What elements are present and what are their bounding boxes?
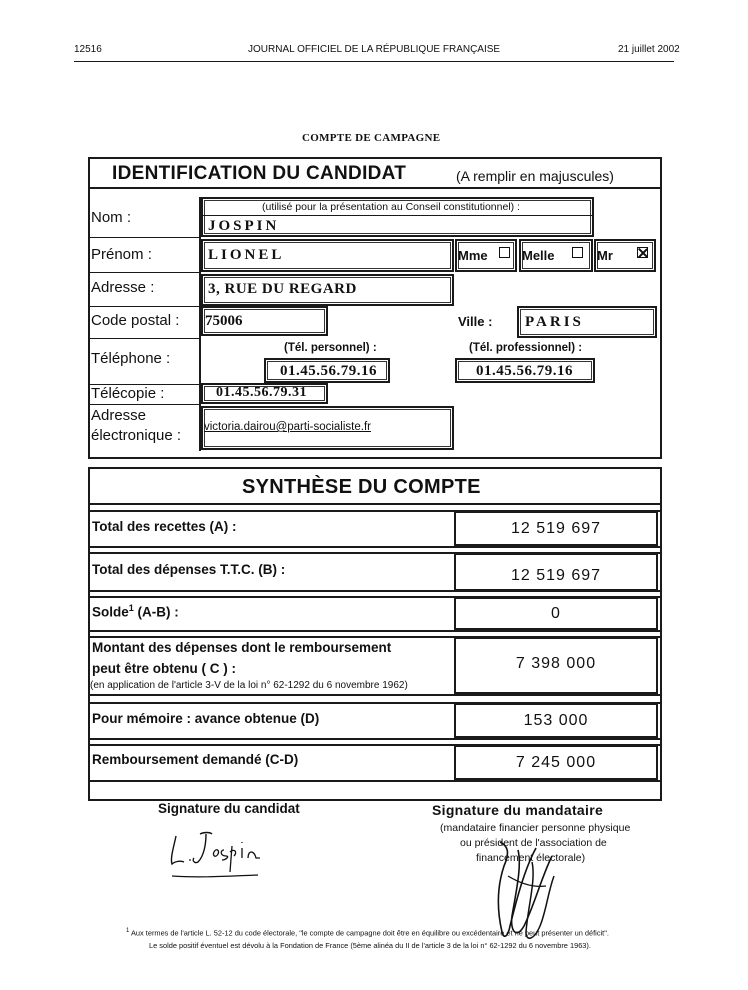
montant-legal-note: (en application de l'article 3-V de la loi n° 62-1292 du 6 novembre 1962) (90, 680, 408, 691)
email-label-line-2: électronique : (91, 427, 182, 444)
journal-title: JOURNAL OFFICIEL DE LA RÉPUBLIQUE FRANÇAISE (248, 44, 501, 55)
header-rule (74, 61, 674, 62)
civility-melle-label: Melle (522, 248, 555, 263)
journal-date: 21 juillet 2002 (618, 44, 680, 55)
depenses-label: Total des dépenses T.T.C. (B) : (92, 562, 286, 577)
mandataire-note-line-3: financement électorale) (476, 852, 586, 864)
prenom-value: LIONEL (208, 247, 285, 263)
row-2-bottom-rule (88, 590, 660, 592)
montant-label-line-1: Montant des dépenses dont le remboursement (92, 640, 392, 655)
adresse-label: Adresse : (91, 279, 155, 296)
nom-divider (201, 215, 594, 216)
synthese-title-rule (88, 503, 662, 505)
row-rule-nom (88, 237, 201, 238)
recettes-label: Total des recettes (A) : (92, 519, 237, 534)
telecopie-value: 01.45.56.79.31 (216, 385, 307, 400)
mandataire-note-line-1: (mandataire financier personne physique (440, 822, 631, 834)
nom-value: JOSPIN (208, 218, 280, 234)
remboursement-value: 7 245 000 (454, 745, 658, 780)
melle-checkbox[interactable] (572, 247, 583, 258)
form-title: COMPTE DE CAMPAGNE (302, 132, 441, 144)
solde-label-suffix: (A-B) : (133, 604, 179, 620)
nom-note: (utilisé pour la présentation au Conseil constitutionnel) : (262, 201, 520, 213)
email-value: victoria.dairou@parti-socialiste.fr (204, 421, 371, 433)
email-label-line-1: Adresse (91, 407, 147, 424)
tel-perso-label: (Tél. personnel) : (284, 342, 377, 354)
telecopie-label: Télécopie : (91, 385, 165, 402)
identification-instruction: (A remplir en majuscules) (456, 168, 614, 184)
telephone-label: Téléphone : (91, 350, 171, 367)
row-3-bottom-rule (88, 630, 660, 632)
footnote-line-2: Le solde positif éventuel est dévolu à la Fondation de France (5ème alinéa du II de l'article 3 de la loi n° 62-1292 du 6 novembre 1963). (149, 941, 591, 950)
solde-label (92, 603, 179, 620)
footnote-line-1 (126, 928, 609, 937)
tel-pro-value: 01.45.56.79.16 (476, 363, 573, 379)
identification-title-rule (88, 187, 662, 189)
civility-mr-label: Mr (597, 248, 613, 263)
row-rule-prenom (88, 272, 201, 273)
row-5-bottom-rule (88, 738, 660, 740)
ville-value: PARIS (525, 314, 584, 330)
identification-title: IDENTIFICATION DU CANDIDAT (112, 163, 407, 184)
candidat-signature (160, 826, 270, 882)
civility-mme-label: Mme (458, 248, 488, 263)
mandataire-note-line-2: ou président de l'association de (460, 837, 607, 849)
footnote-text-1: Aux termes de l'article L. 52-12 du code électorale, "le compte de campagne doit être en équilibre ou excédentaire et ne peut présenter un déficit". (131, 928, 609, 938)
code-postal-value: 75006 (205, 313, 243, 329)
row-rule-cp (88, 338, 201, 339)
row-4-bottom-rule (88, 694, 660, 696)
signature-candidat-label: Signature du candidat (158, 801, 300, 816)
avance-label: Pour mémoire : avance obtenue (D) (92, 711, 320, 726)
tel-pro-label: (Tél. professionnel) : (469, 342, 583, 354)
row-6-bottom-rule (88, 780, 660, 782)
solde-value: 0 (454, 597, 658, 630)
code-postal-label: Code postal : (91, 312, 180, 329)
row-rule-adresse (88, 306, 201, 307)
solde-footnote-marker: 1 (128, 603, 134, 613)
solde-label-text: Solde (92, 604, 129, 620)
row-1-bottom-rule (88, 546, 660, 548)
recettes-value: 12 519 697 (454, 511, 658, 546)
mme-checkbox[interactable] (499, 247, 510, 258)
ville-label: Ville : (458, 314, 493, 329)
depenses-value: 12 519 697 (454, 553, 658, 591)
nom-label: Nom : (91, 209, 132, 226)
prenom-label: Prénom : (91, 246, 152, 263)
page-number: 12516 (74, 44, 102, 55)
avance-value: 153 000 (454, 703, 658, 738)
montant-label-line-2: peut être obtenu ( C ) : (92, 661, 236, 676)
tel-perso-value: 01.45.56.79.16 (280, 363, 377, 379)
adresse-value: 3, RUE DU REGARD (208, 281, 357, 297)
synthese-title: SYNTHÈSE DU COMPTE (242, 476, 481, 498)
row-rule-telecopie (88, 404, 201, 405)
footnote-marker: 1 (126, 928, 130, 934)
montant-value: 7 398 000 (454, 637, 658, 694)
signature-mandataire-label: Signature du mandataire (432, 802, 604, 818)
mr-checkbox-checked[interactable] (637, 247, 648, 258)
remboursement-label: Remboursement demandé (C-D) (92, 752, 299, 767)
